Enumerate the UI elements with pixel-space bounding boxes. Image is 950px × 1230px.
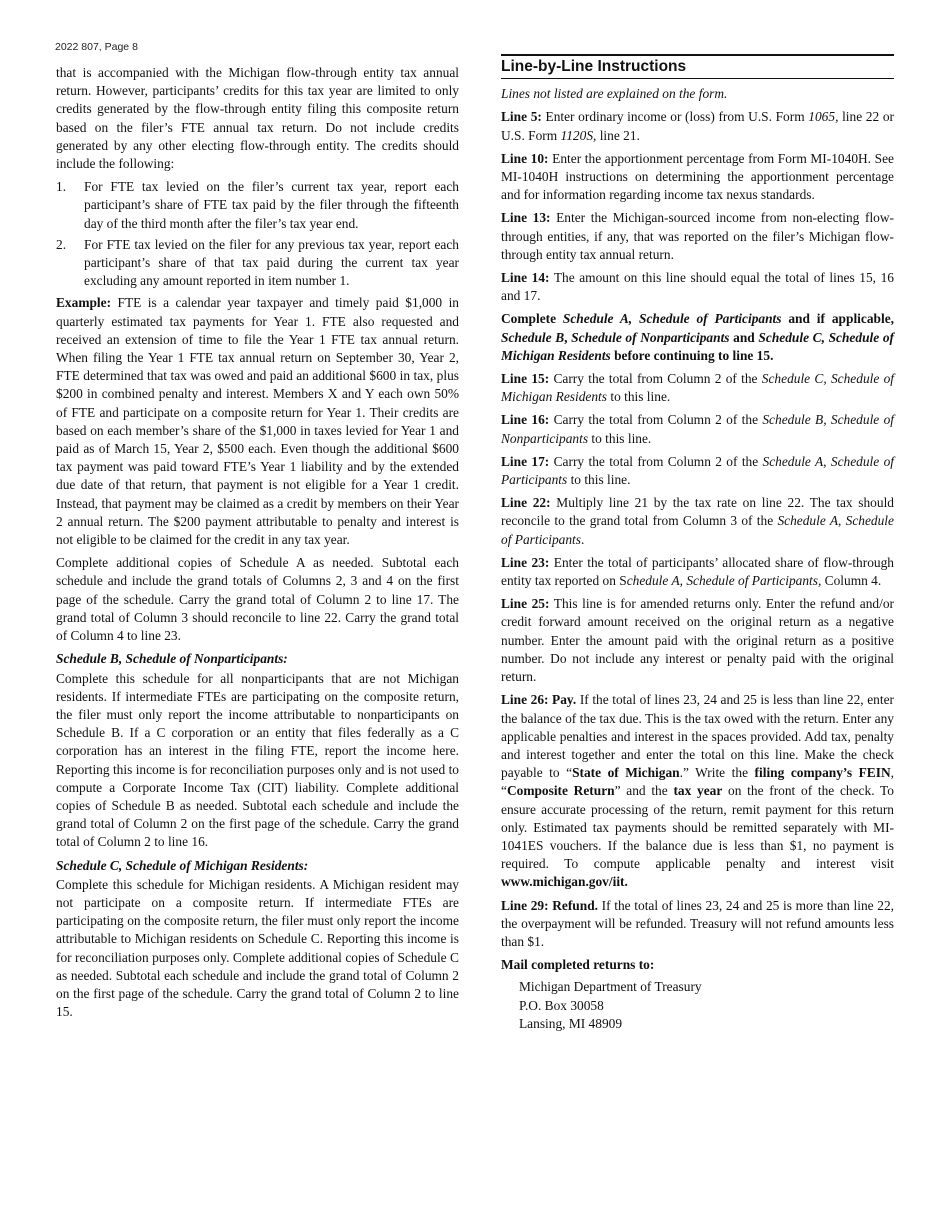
line-text: to this line. [588,430,652,446]
example-paragraph [56,294,459,549]
bold-text: Composite Return [506,783,615,799]
line-5-paragraph [501,108,894,144]
line-16-paragraph [501,411,894,447]
bold-text: filing company’s FEIN [754,765,891,781]
line-text: , “ [501,765,894,799]
bold-text: tax year [673,783,723,799]
line-label: Line 14: [501,270,550,286]
schedule-c-heading: Schedule C, Schedule of Michigan Residents: [56,857,309,873]
form-name: 1120S [560,127,594,143]
line-text: Carry the total from Column 2 of the [549,453,763,469]
address-line: Michigan Department of Treasury [519,979,702,995]
bold-text: State of Michigan [572,765,680,781]
line-text: The amount on this line should equal the total of lines 15, 16 and 17. [501,270,894,304]
line-label: Line 22: [501,495,551,511]
list-number: 2. [56,236,67,252]
line-text: , line 22 or U.S. Form [501,109,894,143]
schedule-name: Schedule of Participants [501,513,894,547]
line-text: , line 21. [593,127,640,143]
credits-list [56,178,459,290]
line-text: Enter the apportionment percentage from Form MI-1040H. See MI-1040H instructions on determining the apportionment percentage and for information regarding income tax nexus standards. [501,150,894,203]
schedule-c-paragraph: Complete this schedule for Michigan residents. A Michigan resident may not participate on a composite return. If intermediate FTEs are participating on the composite return, the filer must only report the income attributable to Michigan residents on Schedule C. Reporting this income is for reconciliation purposes only. Complete additional copies of Schedule C as needed. Subtotal each schedule and include the grand total of Column 2 on the first page of the schedule. Carry the grand total of Column 2 to line 15. [56,876,459,1020]
line-label: Line 26: Pay. [501,692,577,708]
schedule-name: Schedule of Participants [501,453,894,488]
address-line: Lansing, MI 48909 [519,1015,623,1031]
line-17-paragraph [501,453,894,489]
left-column [56,64,459,1026]
complete-schedules-paragraph [501,310,894,365]
schedule-name: Schedule A [762,453,824,469]
page-header: 2022 807, Page 8 [55,41,138,53]
schedule-name: Schedule C, Schedule of Michigan Residents [501,371,895,405]
line-text: , [838,513,846,529]
address-line: P.O. Box 30058 [519,997,604,1013]
line-text: to this line. [567,472,631,488]
list-number: 1. [56,179,67,195]
line-text: Multiply line 21 by the tax rate on line 22. The tax should reconcile to the grand total from Column 3 of the [501,495,894,529]
line-text: If the total of lines 23, 24 and 25 is less than line 22, enter the balance of the tax due. This is the tax owed with the return. Enter any applicable penalties and interest in the spaces provided. Add tax, penalty and interest together and enter the total on this line. Make the check payable to “ [501,692,894,781]
example-text: FTE is a calendar year taxpayer and timely paid $1,000 in quarterly estimated tax payments for Year 1. FTE also requested and received an extension of time to file the Year 1 FTE tax annual return. When filing the Year 1 FTE tax annual return on September 30, Year 2, FTE determined that tax was owed and paid an additional $600 in tax, plus $200 in combined penalty and interest. Members X and Y each own 50% of FTE and participate on a composite return for Year 1. Their credits are based on each member’s share of the $1,000 in taxes levied for Year 1 and paid as of March 15, Year 2, $500 each. Even though the additional $600 tax payment was paid toward FTE’s Year 1 liability and by the extended due date of that return, that payment is not eligible for a Year 1 credit. Instead, that payment may be claimed as a credit by members on their Year 2 annual return. The $200 payment attributable to penalty and interest is not eligible to be claimed for the credit in any tax year. [56,295,459,548]
bold-text: and if applicable, [781,311,894,327]
line-10-paragraph [501,150,894,205]
schedule-a-paragraph: Complete additional copies of Schedule A as needed. Subtotal each schedule and include the grand totals of Columns 2, 3 and 4 on the first page of the schedule. Carry the grand total of Column 2 to line 17. The grand total of Column 3 should reconcile to line 22. Carry the grand total of Column 4 to line 23. [56,555,459,644]
mailing-address [519,978,894,1033]
bold-text: Complete [501,311,563,327]
schedule-name: chedule A, Schedule of Participants, [626,573,822,589]
schedule-name: Schedule B [501,329,565,345]
line-text: ” and the [614,783,674,799]
line-label: Line 25: [501,596,550,612]
line-text: on the front of the check. To ensure accurate processing of the return, remit payment for this return only. Estimated tax payments should be remitted separately with MI-1041ES vouchers. If the balance due is less than $1, no payment is required. To compute applicable penalty and interest visit [501,783,894,872]
line-26-paragraph [501,691,894,891]
line-text: This line is for amended returns only. Enter the refund and/or credit forward amount received on the original return as a negative number. Enter the amount paid with the original return as a positive number. Do not include any interest or penalty paid with the original return. [501,596,894,685]
bold-text: before continuing to line 15. [610,347,774,363]
schedule-b-heading: Schedule B, Schedule of Nonparticipants: [56,651,288,667]
website-link[interactable]: www.michigan.gov/iit. [501,874,628,890]
mail-heading: Mail completed returns to: [501,957,655,973]
schedule-name: Schedule B, Schedule of Nonparticipants [501,412,894,446]
section-heading: Line-by-Line Instructions [501,56,894,79]
list-item-text: For FTE tax levied on the filer’s current tax year, report each participant’s share of FTE tax paid by the filer through the fifteenth day of the third month after the filer’s tax year end. [84,179,459,231]
list-item [56,178,459,233]
line-text: Carry the total from Column 2 of the [549,371,762,387]
list-item-text: For FTE tax levied on the filer for any previous tax year, report each participant’s share of that tax paid during the current tax year excluding any amount reported in item number 1. [84,236,459,289]
line-label: Line 23: [501,554,550,570]
schedule-name: Schedule A, Schedule of Participants [562,311,782,327]
right-column [501,54,894,1033]
list-item [56,236,459,291]
line-label: Line 29: Refund. [501,897,598,913]
line-label: Line 17: [501,453,550,469]
line-text: Enter the total of participants’ allocated share of flow-through entity tax reported on S [501,554,894,589]
schedule-name: Schedule A [777,513,838,529]
line-text: If the total of lines 23, 24 and 25 is more than line 22, the overpayment will be refunded. Treasury will not refund amounts less than $1. [501,897,895,949]
line-13-paragraph [501,209,894,264]
line-23-paragraph [501,554,894,590]
line-14-paragraph [501,269,894,305]
line-29-paragraph [501,897,894,952]
bold-text: , [564,329,572,345]
line-22-paragraph [501,494,894,549]
schedule-b-paragraph: Complete this schedule for all nonparticipants that are not Michigan residents. If intermediate FTEs are participating on the composite return, the filer must only report the income attributable to nonparticipants on Schedule B. If a C corporation or an entity that files federally as a C corporation has an interest in the filing FTE, report the income here. Reporting this income is for reconciliation purposes only and is not used to compute a Corporate Income Tax (CIT) liability. Complete additional copies of Schedule B as needed. Subtotal each schedule and include the grand total of Column 2 on the first page of the schedule. Carry the grand total of Column 2 to line 16. [56,670,459,850]
line-label: Line 15: [501,371,550,387]
line-text: , [823,453,831,469]
bold-text: and [729,329,759,345]
intro-paragraph: that is accompanied with the Michigan flow-through entity tax annual return. However, participants’ credits for this tax year are limited to only credits generated by the flow-through entity filing this composite return based on the filer’s FTE annual tax return. Do not include credits generated by any other electing flow-through entity. The credits should include the following: [56,65,459,172]
line-text: to this line. [607,389,671,405]
schedule-name: Schedule of Nonparticipants [571,329,730,345]
line-label: Line 5: [501,109,542,125]
schedule-name: Schedule C, Schedule of Michigan Residents [501,329,894,363]
line-text: Enter the Michigan-sourced income from non-electing flow-through entities, if any, that was reported on the filer’s Michigan flow-through entity tax annual return. [501,210,894,262]
line-text: Enter ordinary income or (loss) from U.S. Form [541,109,809,125]
lines-note: Lines not listed are explained on the form. [501,86,728,102]
line-label: Line 10: [501,150,549,166]
line-text: Carry the total from Column 2 of the [549,412,763,428]
line-text: . [580,531,585,547]
form-name: 1065 [808,109,836,125]
line-15-paragraph [501,370,894,406]
line-label: Line 13: [501,210,551,226]
line-text: .” Write the [679,765,755,781]
example-label: Example: [56,295,112,311]
line-25-paragraph [501,595,894,686]
line-label: Line 16: [501,412,550,428]
line-text: Column 4. [821,573,882,589]
